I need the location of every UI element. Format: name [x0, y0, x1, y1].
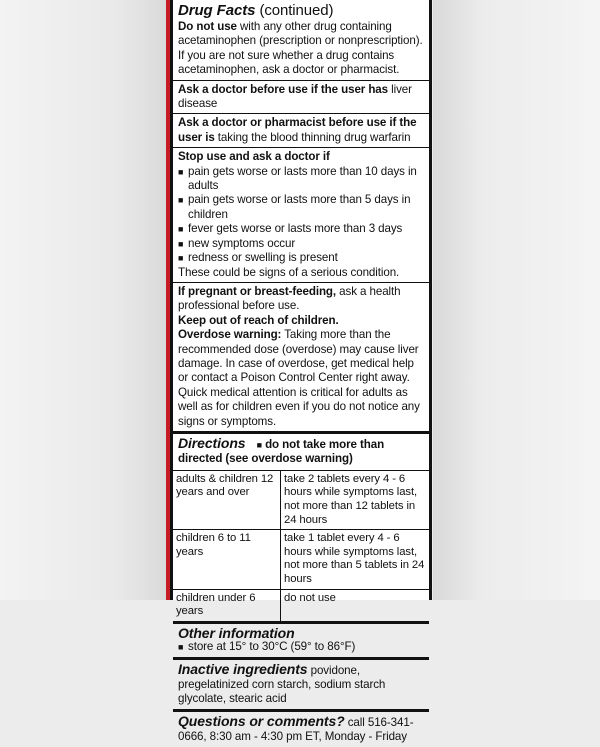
stop-use-list	[178, 165, 424, 266]
background-right	[433, 0, 600, 600]
table-row	[173, 530, 429, 589]
list-item: ■ pain gets worse or lasts more than 10 days in adults	[178, 165, 424, 194]
directions-table	[173, 470, 429, 621]
table-cell-what: do not use	[281, 589, 429, 621]
questions-text: call 516-341-0666, 8:30 am - 4:30 pm ET, Monday - Friday	[178, 715, 414, 744]
ask-doctor-lead: Ask a doctor before use if the user has	[178, 82, 389, 96]
stop-use-note: These could be signs of a serious condition.	[178, 265, 400, 279]
do-not-use-section	[178, 20, 424, 78]
pregnant-text: ask a health professional before use.	[178, 284, 401, 313]
table-cell-what: take 1 tablet every 4 - 6 hours while symptoms last, not more than 5 tablets in 24 hours	[281, 530, 429, 589]
pregnant-lead: If pregnant or breast-feeding,	[178, 284, 337, 298]
other-information-section	[173, 624, 429, 660]
do-not-use-text: with any other drug containing acetaminophen (prescription or nonprescription). If you are not sure whether a drug contains acetaminophen, ask a doctor or pharmacist.	[178, 20, 423, 77]
list-item: ■ fever gets worse or lasts more than 3 days	[178, 222, 424, 236]
other-info-heading: Other information	[178, 624, 295, 641]
overdose-warning	[178, 328, 424, 429]
background-left	[0, 0, 168, 600]
overdose-text: Taking more than the recommended dose (overdose) may cause liver damage. In case of overdose, get medical help or contact a Poison Control Center right away. Quick medical attention is critical for adults as well as for children even if you do not notice any signs or symptoms.	[178, 328, 420, 428]
inactive-text: povidone, pregelatinized corn starch, sodium starch glycolate, stearic acid	[178, 663, 386, 706]
pregnant-warning	[178, 285, 424, 314]
drug-facts-panel	[170, 0, 432, 744]
directions-section	[173, 434, 429, 624]
keep-out-of-reach: Keep out of reach of children.	[178, 313, 339, 327]
list-item: ■ pain gets worse or lasts more than 5 days in children	[178, 193, 424, 222]
directions-heading: Directions	[178, 434, 246, 451]
questions-section	[173, 712, 429, 747]
stop-use-section	[173, 148, 429, 283]
panel-title	[178, 2, 333, 19]
ask-doctor-text: liver disease	[178, 82, 412, 111]
pregnancy-overdose-section	[173, 283, 429, 434]
directions-header	[173, 434, 429, 470]
list-item: ■ store at 15° to 30°C (59° to 86°F)	[178, 640, 424, 654]
drug-facts-header	[173, 0, 429, 81]
table-cell-who: children under 6 years	[173, 589, 281, 621]
list-item: ■ new symptoms occur	[178, 237, 424, 251]
do-not-use-lead: Do not use	[178, 20, 237, 33]
title-continued: (continued)	[259, 2, 334, 19]
square-bullet-icon: ■	[256, 439, 262, 450]
inactive-ingredients-section	[173, 660, 429, 712]
table-cell-who: adults & children 12 years and over	[173, 470, 281, 529]
ask-pharm-text: taking the blood thinning drug warfarin	[214, 130, 411, 144]
ask-doctor-section	[173, 81, 429, 115]
table-row	[173, 470, 429, 529]
list-item: ■ redness or swelling is present	[178, 251, 424, 265]
table-cell-who: children 6 to 11 years	[173, 530, 281, 589]
ask-pharm-lead: Ask a doctor or pharmacist before use if the user is	[178, 116, 417, 144]
table-row	[173, 589, 429, 621]
overdose-lead: Overdose warning:	[178, 328, 282, 342]
title-text: Drug Facts	[178, 2, 256, 19]
table-cell-what: take 2 tablets every 4 - 6 hours while symptoms last, not more than 12 tablets in 24 hours	[281, 470, 429, 529]
ask-doctor-pharmacist-section	[173, 114, 429, 148]
stop-use-lead: Stop use and ask a doctor if	[178, 150, 330, 164]
directions-note: do not take more than directed (see overdose warning)	[178, 437, 385, 466]
inactive-heading: Inactive ingredients	[178, 660, 308, 677]
questions-heading: Questions or comments?	[178, 712, 345, 729]
